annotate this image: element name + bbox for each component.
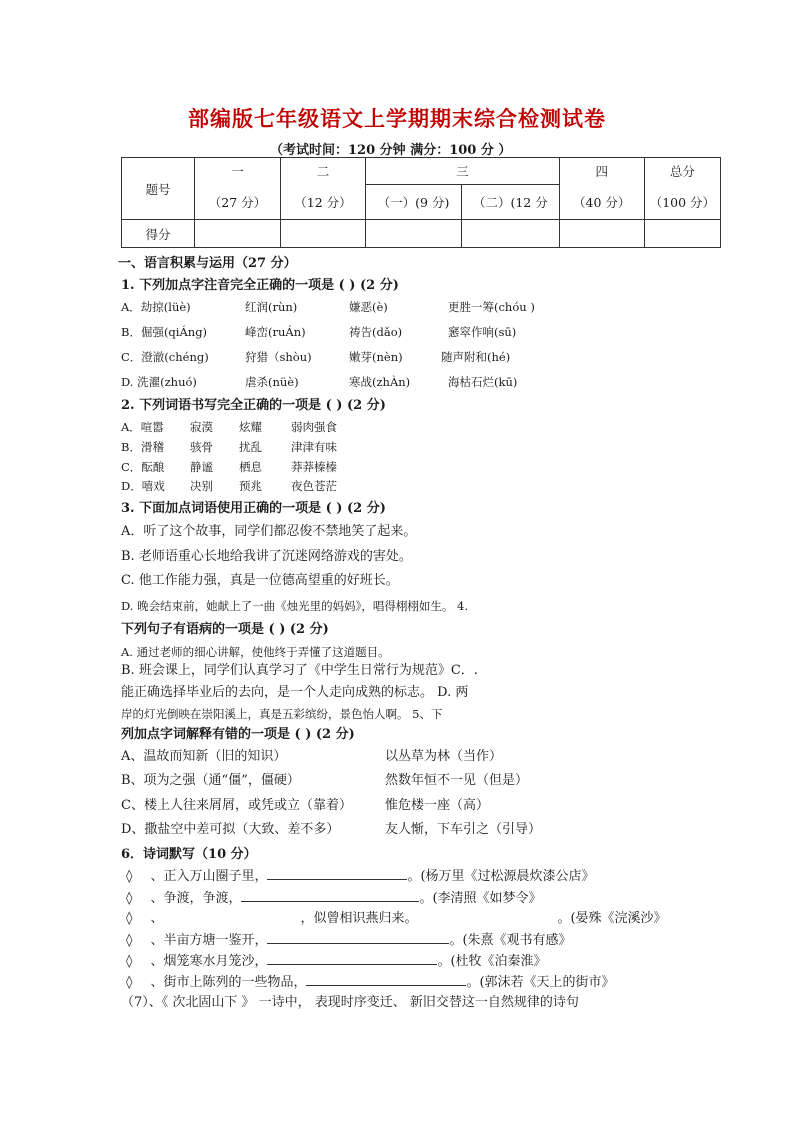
question-5-stem: 列加点字词解释有错的一项是 ( ) (2 分): [121, 727, 355, 742]
answer-blank[interactable]: [417, 910, 557, 922]
exam-info: （考试时间：120 分钟 满分：100 分 ）: [270, 143, 512, 158]
poem-item-5: ◊ 、烟笼寒水月笼沙， 。(杜牧《泊秦淮》: [126, 954, 547, 969]
score-cell[interactable]: [195, 220, 281, 248]
answer-blank[interactable]: [306, 973, 466, 986]
list-bullet: ◊: [126, 933, 133, 948]
answer-blank[interactable]: [267, 931, 449, 944]
score-cell[interactable]: [366, 220, 462, 248]
question-6-stem: 6．诗词默写（10 分）: [121, 847, 257, 862]
score-cell[interactable]: [281, 220, 366, 248]
list-bullet: ◊: [126, 975, 133, 990]
list-bullet: ◊: [126, 891, 133, 906]
section-heading: 一、语言积累与运用（27 分）: [118, 256, 297, 271]
col-header-total: 总分: [644, 158, 720, 185]
question-3-stem: 3. 下面加点词语使用正确的一项是 ( ) (2 分): [121, 501, 386, 516]
col-header-2: 二: [281, 158, 366, 185]
q4-option-a: A. 通过老师的细心讲解，使他终于弄懂了这道题目。: [121, 645, 390, 659]
list-bullet: ◊: [126, 911, 133, 926]
question-4-stem: 下列句子有语病的一项是 ( ) (2 分): [121, 622, 329, 637]
poem-item-4: ◊ 、半亩方塘一鉴开， 。(朱熹《观书有感》: [126, 933, 572, 948]
question-2-stem: 2. 下列词语书写完全正确的一项是 ( ) (2 分): [121, 398, 386, 413]
col-header-3: 三: [366, 158, 560, 185]
col-points-3a: （一）(9 分): [366, 185, 462, 220]
score-cell[interactable]: [462, 220, 560, 248]
score-cell[interactable]: [644, 220, 720, 248]
answer-blank[interactable]: [163, 910, 300, 922]
poem-item-1: ◊ 、正入万山圈子里， 。(杨万里《过松源晨炊漆公店》: [126, 869, 595, 884]
page-title: 部编版七年级语文上学期期末综合检测试卷: [188, 107, 606, 131]
poem-item-6: ◊ 、街市上陈列的一些物品， 。(郭沫若《天上的街市》: [126, 975, 615, 990]
list-bullet: ◊: [126, 869, 133, 884]
q3-option-b: B. 老师语重心长地给我讲了沉迷网络游戏的害处。: [121, 549, 412, 564]
col-points-total: （100 分）: [644, 185, 720, 220]
col-points-4: （40 分）: [559, 185, 644, 220]
col-header-4: 四: [559, 158, 644, 185]
row-label-number: 题号: [122, 158, 195, 220]
col-points-3b: （二）(12 分: [462, 185, 560, 220]
score-table: [121, 157, 721, 248]
col-points-2: （12 分）: [281, 185, 366, 220]
q4-option-c: 能正确选择毕业后的去向，是一个人走向成熟的标志。 D. 两: [121, 685, 469, 700]
poem-item-3: ◊ 、 ，似曾相识燕归来。 。(晏殊《浣溪沙》: [126, 911, 667, 926]
q4-option-d: 岸的灯光倒映在崇阳溪上，真是五彩缤纷，景色怡人啊。 5、下: [121, 707, 443, 721]
q3-option-a: A．听了这个故事，同学们都忍俊不禁地笑了起来。: [121, 524, 417, 539]
answer-blank[interactable]: [267, 867, 407, 880]
poem-item-7: （7）、《 次北固山下 》 一诗中， 表现时序变迁、 新旧交替这一自然规律的诗句: [121, 995, 579, 1010]
poem-item-2: ◊ 、争渡，争渡， 。(李清照《如梦令》: [126, 891, 542, 906]
q4-option-b: B. 班会课上，同学们认真学习了《中学生日常行为规范》C．.: [121, 663, 478, 678]
q3-option-c: C. 他工作能力强，真是一位德高望重的好班长。: [121, 573, 399, 588]
score-cell[interactable]: [559, 220, 644, 248]
col-points-1: （27 分）: [195, 185, 281, 220]
list-bullet: ◊: [126, 954, 133, 969]
answer-blank[interactable]: [241, 889, 419, 902]
col-header-1: 一: [195, 158, 281, 185]
question-1-stem: 1. 下列加点字注音完全正确的一项是 ( ) (2 分): [121, 278, 399, 293]
q3-option-d: D. 晚会结束前，她献上了一曲《烛光里的妈妈》，唱得栩栩如生。 4.: [121, 599, 468, 613]
row-label-score: 得分: [122, 220, 195, 248]
answer-blank[interactable]: [267, 952, 437, 965]
